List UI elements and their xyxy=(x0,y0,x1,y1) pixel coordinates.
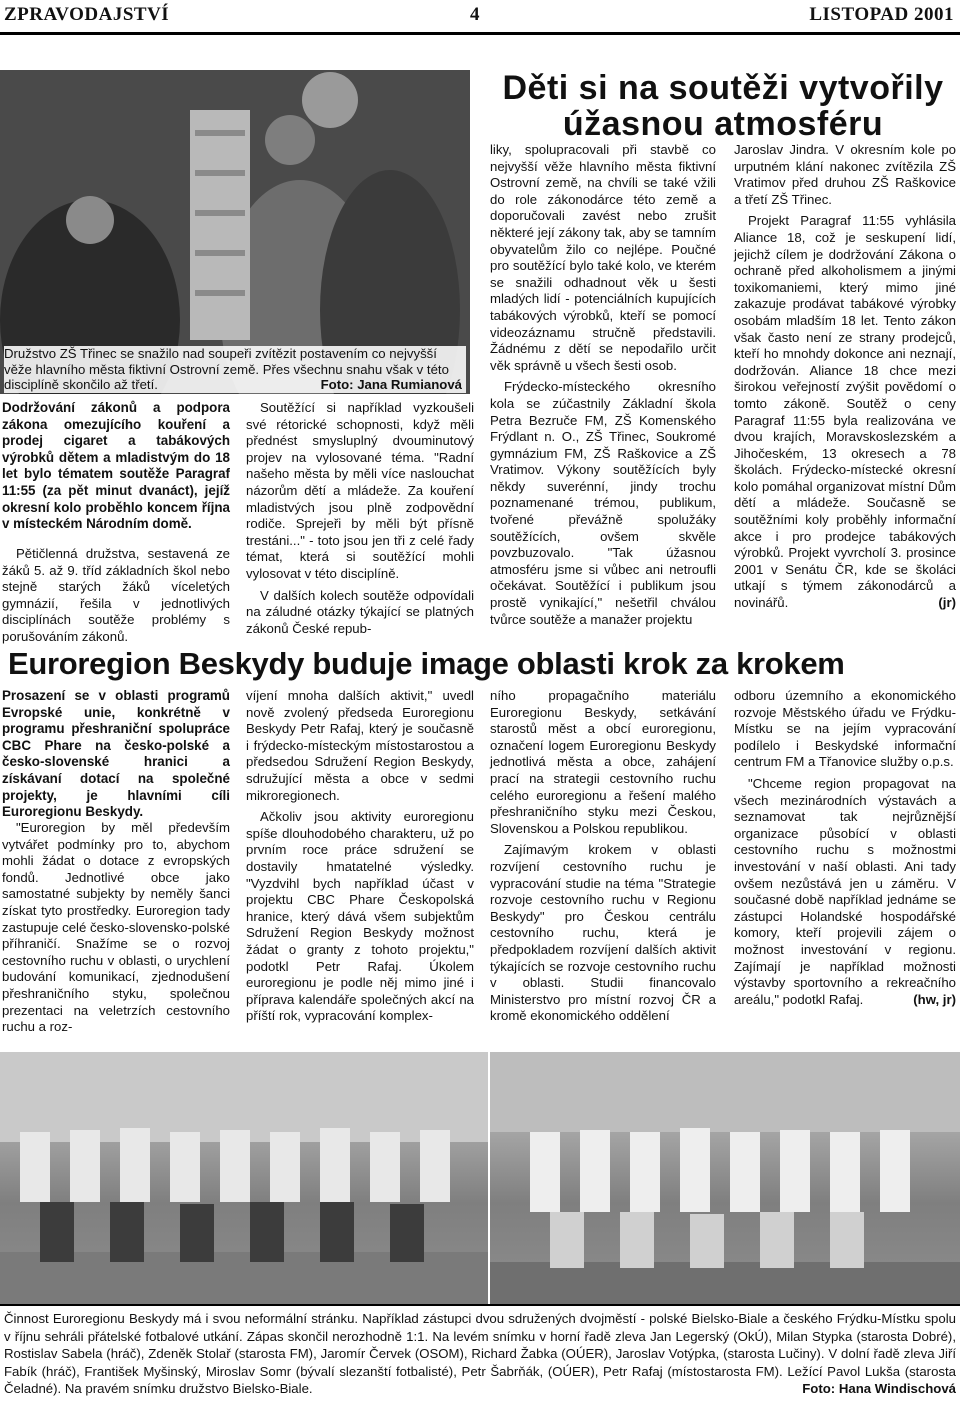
article1-column-1 xyxy=(2,546,230,651)
caption-rule xyxy=(0,1304,960,1306)
football-team-photo-left xyxy=(0,1052,488,1304)
article1-col4-paragraph-2-text: Projekt Paragraf 11:55 vyhlásila Aliance 18, což je seskupení lidí, jejichž cílem je dodržování Zákona o ochraně před alkoholismem a jinými toxikomaniemi, který mimo jiné zakazuje prodávat tabákové výrobky osobám mladším 18 let. Tento zákon však často není ze strany prodejců, kteří ho mnohdy dokonce ani neznají, dodržován. Aliance 18 chce mezi širokou veřejností zvýšit povědomí o tomto zákoně. Soutěž o ceny Paragraf 11:55 byla realizována ve dvou krajích, Moravskoslezském a Jihočeském, 13 okresech a 78 školách. Frýdecko-místecké okresní kolo pomáhal organizovat místní Dům dětí a mládeže. Současně se soutěžními koly proběhly informační akce i pro prodejce tabákových výrobků. Projekt vyvrcholí 3. prosince 2001 v Senátu ČR, kde se školáci utkají s týmem zákonodárců a novinářů. xyxy=(734,213,956,611)
article1-col4-paragraph-2 xyxy=(734,213,956,611)
article2-column-1 xyxy=(2,820,230,1041)
page-number: 4 xyxy=(470,4,480,25)
tower-photo-credit: Foto: Jana Rumianová xyxy=(320,377,462,392)
article1-lead: Dodržování zákonů a podpora zákona omezujícího kouření a prodej cigaret a tabákových výrobků dětem a mladistvým do 18 let bylo tématem soutěže Paragraf 11:55 (za pět minut dvanáct), jejíž okresní kolo proběhlo koncem října v místeckém Národním domě. xyxy=(2,400,230,532)
article1-col1-paragraph: Pětičlenná družstva, sestavená ze žáků 5. až 9. tříd základních škol nebo stejně starých žáků víceletých gymnázií, řešila v jednotlivých disciplínách soutěže problémy s porušováním zákonů. xyxy=(2,546,230,644)
football-photo-caption-text: Činnost Euroregionu Beskydy má i svou neformální stránku. Například zástupci dvou sdružených dvojměstí - polské Bielsko-Biale a českého Frýdku-Místku spolu v říjnu sehráli přátelské fotbalové utkání. Zápas skončil nerozhodně 1:1. Na levém snímku v horní řadě zleva Jan Legerský (OkÚ), Milan Stypka (starosta Dobré), Rostislav Sabela (hráč), Zdeněk Stolař (starosta FM), Jaromír Červek (OSOM), Richard Žabka (OÚER), Jaroslav Votýpka, (starosta Lučiny). V dolní řadě zleva Jiří Fabík (hráč), František Myšinský, Miroslav Somr (bývalí slezanští fotbalisté), Petr Šabrňák, (OÚER), Petr Rafaj (místostarosta FM). Ležící Pavol Lukša (starosta Čeladné). Na pravém snímku družstvo Bielsko-Biale. xyxy=(4,1311,956,1397)
article2-column-3 xyxy=(490,688,716,1030)
article2-col2-paragraph-2: Ačkoliv jsou aktivity euroregionu spíše dlouhodobého charakteru, už po prvním roce práce sdružení se dostavily hmatatelné výsledky. "Vyzdvihl bych například účast v projektu CBC Phare Českopolská hranice, který dává všem subjektům Sdružení Region Beskydy možnost žádat o granty z tohoto projektu," podotkl Petr Rafaj. Úkolem euroregionu je podle něj mimo jiné i příprava kalendáře společných akcí na příští rok, vypracování komplex- xyxy=(246,809,474,1024)
article2-col1-paragraph: "Euroregion by měl především vytvářet podmínky pro to, abychom mohli žádat o dotace z evropských fondů. Jednotlivé obce jako samostatné subjekty by neměly šanci získat tyto prostředky. Euroregion tady zastupuje celé česko-slovensko-polské příhraničí. Snažíme se o rozvoj cestovního ruchu v oblasti, o urychlení budování komunikací, zjednodušení přeshraničního styku, společnou prezentaci na veletrzích cestovního ruchu a roz- xyxy=(2,820,230,1035)
article2-col2-paragraph-1: víjení mnoha dalších aktivit," uvedl nově zvolený předseda Euroregionu Beskydy Petr Rafaj, který je současně i frýdecko-místeckým místostarostou a předsedou Sdružení Region Beskydy, sdružující města a obce v sedmi mikroregionech. xyxy=(246,688,474,803)
issue-date: LISTOPAD 2001 xyxy=(809,4,954,25)
article1-col2-paragraph-2: V dalších kolech soutěže odpovídali na záludné otázky týkající se platných zákonů České repub- xyxy=(246,587,474,636)
article2-column-2 xyxy=(246,688,474,1030)
article2-headline: Euroregion Beskydy buduje image oblasti krok za krokem xyxy=(8,646,845,681)
article1-col2-paragraph-1: Soutěžící si například vyzkoušeli své rétorické schopnosti, když měli přednést smysluplný dvouminutový projev na vylosované téma. "Radní našeho města by měli více naslouchat názorům dětí a mládeže. Za kouření mladistvých jsou plně zodpovědní rodiče. Sprejeři by měli být přísně trestáni..." - toto jsou jen tři z celé řady témat, která si soutěžící mohli vylosovat v této disciplíně. xyxy=(246,400,474,581)
article1-col3-paragraph-2: Frýdecko-místeckého okresního kola se zúčastnily Základní škola Petra Bezruče FM, ZŠ Komenského Frýdlant n. O., ZŠ Třinec, Soukromé gymnázium FM, ZŠ Raškovice a ZŠ Vratimov. Výkony soutěžících byly někdy suverénní, jindy trochu poznamenané trémou, publikum, tvořené převážně spolužáky soutěžících, ovšem skvěle povzbuzovalo. "Tak úžasnou atmosféru jsme si vůbec ani netroufli očekávat. Soutěžící i publikum jsou prostě vynikající," nešetřil chválou tvůrce soutěže a manažer projektu xyxy=(490,379,716,627)
article1-col3-paragraph-1: liky, spolupracovali při stavbě co nejvyšší věže hlavního města fiktivní Ostrovní země, na chvíli se také vžili do role zákonodárce této země a doporučovali zavést nebo zrušit některé její zákony tak, aby se tamním obyvatelům žilo co nejlépe. Poučné pro soutěžící bylo také kolo, ve kterém se snažili odhadnout věk u šesti mladých lidí - potenciálních kupujících tabákových výrobků, kteří se pomocí videozáznamu stručně představili. Žádnému z dětí se nepodařilo určit věk správně u všech šesti osob. xyxy=(490,142,716,373)
article2-signature: (hw, jr) xyxy=(913,991,956,1007)
article2-column-4 xyxy=(734,688,956,1013)
football-photo-credit: Foto: Hana Windischová xyxy=(802,1381,956,1397)
article2-col4-paragraph-1: odboru územního a ekonomického rozvoje Městského úřadu ve Frýdku-Místku se na jejím vypracování podílelo i Beskydské informační centrum FM a Třanovice služby o.p.s. xyxy=(734,688,956,770)
article2-col3-paragraph-1: ního propagačního materiálu Euroregionu Beskydy, setkávání starostů měst a obcí euroregionu, označení logem Euroregionu Beskydy jednotlivá města a obce, zahájení prací na strategii cestovního ruchu celého euroregionu a řešení malého přeshraničního styku mezi Českou, Slovenskou a Polskou republikou. xyxy=(490,688,716,836)
article1-headline xyxy=(490,70,956,142)
article1-headline-line1: Děti si na soutěži vytvořily xyxy=(502,69,944,107)
article1-headline-line2: úžasnou atmosféru xyxy=(562,105,884,143)
article1-col4-paragraph-1: Jaroslav Jindra. V okresním kole po urputném klání nakonec zvítězila ZŠ Vratimov před druhou ZŠ Raškovice a třetí ZŠ Třinec. xyxy=(734,142,956,207)
header-rule xyxy=(0,32,960,35)
article2-col4-paragraph-2-text: "Chceme region propagovat na všech mezinárodních výstavách a seznamovat tak nejrůznější organizace působící v oblasti cestovního ruchu s možnostmi investování v naší oblasti. Ani tady ovšem nezůstává jen u záměru. V současné době například jednáme se zástupci Holandské hospodářské komory, kteří projevili zájem o možnost investování v regionu. Zajímají je například možnosti výstavby sportovního a rekreačního areálu," podotkl Rafaj. xyxy=(734,775,956,1007)
football-team-photo-right xyxy=(490,1052,960,1304)
article1-column-3 xyxy=(490,142,716,633)
section-title: ZPRAVODAJSTVÍ xyxy=(4,4,170,25)
article1-column-2 xyxy=(246,400,474,642)
tower-photo-caption xyxy=(4,346,466,393)
article2-col4-paragraph-2 xyxy=(734,776,956,1008)
right-team-illustration xyxy=(490,1052,960,1304)
article2-lead: Prosazení se v oblasti programů Evropské unie, konkrétně v programu přeshraniční spolupráce CBC Phare na česko-polské a česko-slovenské hranici a získávaní dotací na společné projekty, je hlavními cíli Euroregionu Beskydy. xyxy=(2,688,230,820)
football-photo-caption xyxy=(4,1310,956,1398)
tower-photo-caption-text: Družstvo ZŠ Třinec se snažilo nad soupeři zvítězit postavením co nejvyšší věže hlavního města fiktivní Ostrovní země. Přes všechnu snahu však v této disciplíně skončilo až třetí. xyxy=(4,346,449,392)
article1-signature: (jr) xyxy=(938,595,956,611)
article2-col3-paragraph-2: Zajímavým krokem v oblasti rozvíjení cestovního ruchu je vypracování studie na téma "Strategie rozvoje cestovního ruchu v Regionu Beskydy" pro Českou centrálu cestovního ruchu, která je předpokladem rozvíjení dalších aktivit týkajících se rozvoje cestovního ruchu v oblasti. Studii financovalo Ministerstvo pro místní rozvoj ČR a kromě ekonomického oddělení xyxy=(490,842,716,1024)
article1-column-4 xyxy=(734,142,956,617)
left-team-illustration xyxy=(0,1052,488,1304)
